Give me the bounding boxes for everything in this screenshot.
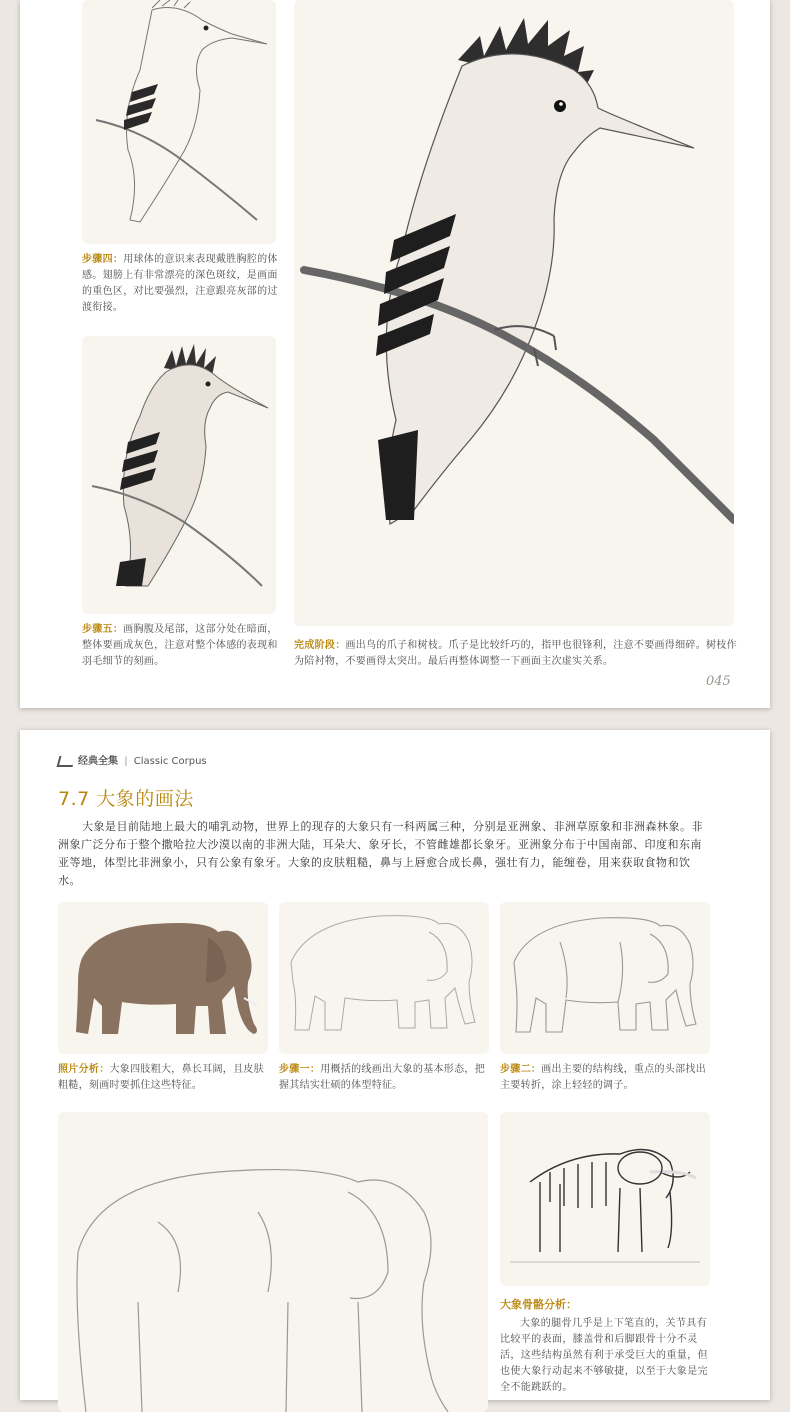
- step5-hoopoe-drawing: [82, 336, 276, 614]
- step1-caption-lead: 步骤一：: [279, 1064, 321, 1075]
- top-page: [20, 0, 770, 708]
- header-separator: |: [124, 756, 128, 767]
- elephant-step2-sketch: [500, 902, 710, 1054]
- step2-caption: [500, 1062, 710, 1094]
- step4-hoopoe-sketch: [82, 0, 276, 244]
- bottom-page: [20, 730, 770, 1400]
- intro-paragraph: 大象是目前陆地上最大的哺乳动物，世界上的现存的大象只有一科两属三种，分别是亚洲象、非洲草原象和非洲森林象。非洲象广泛分布于整个撒哈拉大沙漠以南的非洲大陆，耳朵大、象牙长，不管雌雄都长象牙。亚洲象分布于中国南部、印度和东南亚等地，体型比非洲象小，只有公象有象牙。大象的皮肤粗糙，鼻与上唇愈合成长鼻，强壮有力，能缠卷，用来获取食物和饮水。: [58, 820, 703, 887]
- step5-caption-lead: 步骤五：: [82, 624, 124, 635]
- elephant-step2-drawing: [500, 902, 710, 1054]
- skeleton-title: 大象骨骼分析：: [500, 1298, 577, 1311]
- elephant-step1-sketch: [279, 902, 489, 1054]
- photo-caption-text: 大象四肢粗大，鼻长耳阔，且皮肤粗糙，刻画时要抓住这些特征。: [58, 1064, 264, 1091]
- step4-caption-lead: 步骤四：: [82, 254, 124, 265]
- photo-caption: [58, 1062, 268, 1094]
- book-logo-icon: [57, 756, 76, 767]
- photo-caption-lead: 照片分析：: [58, 1064, 110, 1075]
- final-hoopoe-sketch: [294, 0, 734, 626]
- step4-caption: [82, 252, 278, 316]
- elephant-step1-drawing: [279, 902, 489, 1054]
- elephant-large-drawing: [58, 1112, 488, 1412]
- step2-caption-lead: 步骤二：: [500, 1064, 542, 1075]
- section-title: 7.7 大象的画法: [58, 788, 194, 810]
- page-number: 045: [706, 674, 731, 689]
- step2-caption-text: 画出主要的结构线，重点的头部找出主要转折，涂上轻轻的调子。: [500, 1064, 707, 1091]
- elephant-photo-image: [58, 902, 268, 1054]
- final-caption: [294, 638, 738, 670]
- step4-hoopoe-drawing: [82, 0, 276, 244]
- step5-caption: [82, 622, 278, 670]
- final-caption-lead: 完成阶段：: [294, 640, 346, 651]
- final-caption-text: 画出鸟的爪子和树枝。爪子是比较纤巧的，指甲也很锋利，注意不要画得细碎。树枝作为陪衬物，不要画得太突出。最后再整体调整一下画面主次虚实关系。: [294, 640, 737, 667]
- step5-hoopoe-sketch: [82, 336, 276, 614]
- header-brand: 经典全集: [78, 756, 118, 767]
- elephant-skeleton-illustration: [500, 1112, 710, 1286]
- final-hoopoe-drawing: [294, 0, 734, 626]
- step5-caption-text: 画胸腹及尾部，这部分处在暗面，整体要画成灰色，注意对整个体感的表现和羽毛细节的刻画。: [82, 624, 278, 667]
- elephant-skeleton-drawing: [500, 1112, 710, 1286]
- step1-caption-text: 用概括的线画出大象的基本形态，把握其结实壮硕的体型特征。: [279, 1064, 486, 1091]
- step4-caption-text: 用球体的意识来表现戴胜胸腔的体感。翅膀上有非常漂亮的深色斑纹，是画面的重色区，对比要强烈，注意跟亮灰部的过渡衔接。: [82, 254, 278, 313]
- skeleton-text: 大象的腿骨几乎是上下笔直的，关节具有比较平的表面，膝盖骨和后脚跟骨十分不灵活，这些结构虽然有利于承受巨大的重量，但也使大象行动起来不够敏捷，以至于大象是完全不能跳跃的。: [500, 1318, 708, 1393]
- header-series: Classic Corpus: [133, 756, 207, 767]
- elephant-large-sketch: [58, 1112, 488, 1412]
- book-header: [58, 752, 207, 767]
- elephant-photo: [58, 902, 268, 1054]
- step1-caption: [279, 1062, 489, 1094]
